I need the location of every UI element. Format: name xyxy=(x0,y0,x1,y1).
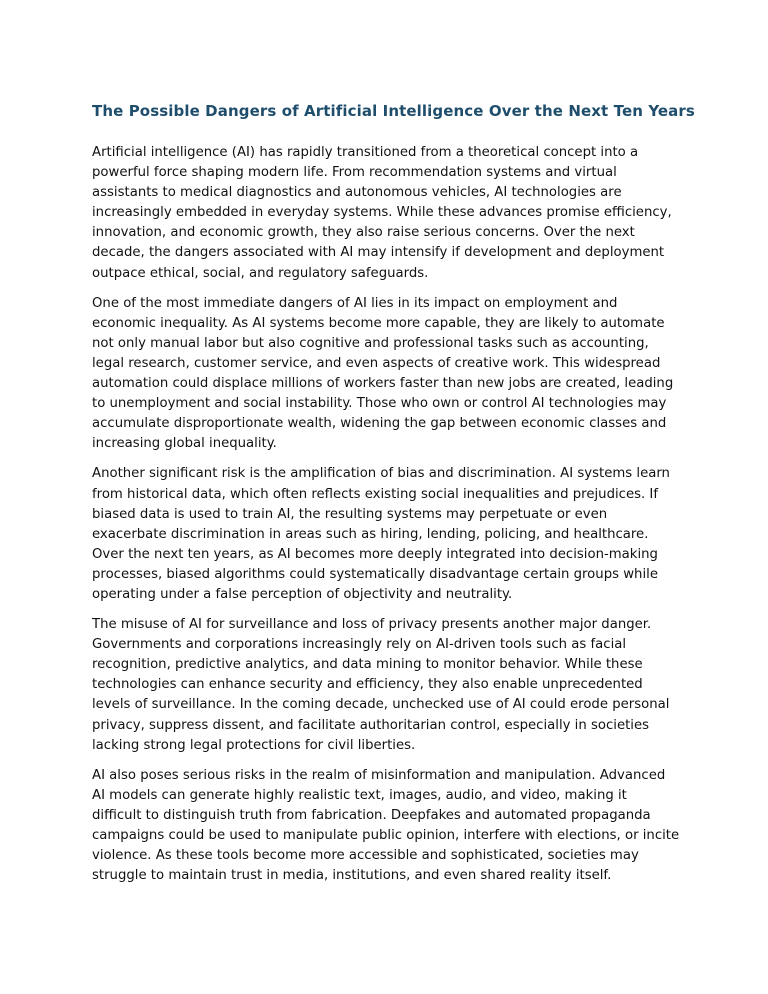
paragraph-employment: One of the most immediate dangers of AI lies in its impact on employment and economic inequality. As AI systems become more capable, they are likely to automate not only manual labor but also cognitive and professional tasks such as accounting, legal research, customer service, and even aspects of creative work. This widespread automation could displace millions of workers faster than new jobs are created, leading to unemployment and social instability. Those who own or control AI technologies may accumulate disproportionate wealth, widening the gap between economic classes and increasing global inequality. xyxy=(92,295,674,452)
document-title: The Possible Dangers of Artificial Intelligence Over the Next Ten Years xyxy=(92,102,695,120)
paragraph-intro: Artificial intelligence (AI) has rapidly transitioned from a theoretical concept into a powerful force shaping modern life. From recommendation systems and virtual assistants to medical diagnostics and autonomous vehicles, AI technologies are increasingly embedded in everyday systems. While these advances promise efficiency, innovation, and economic growth, they also raise serious concerns. Over the next decade, the dangers associated with AI may intensify if development and deployment outpace ethical, social, and regulatory safeguards. xyxy=(92,145,672,281)
paragraph-misinformation: AI also poses serious risks in the realm of misinformation and manipulation. Advanced AI models can generate highly realistic text, images, audio, and video, making it difficult to distinguish truth from fabrication. Deepfakes and automated propaganda campaigns could be used to manipulate public opinion, interfere with elections, or incite violence. As these tools become more accessible and sophisticated, societies may struggle to maintain trust in media, institutions, and even shared reality itself. xyxy=(92,767,680,884)
paragraph-surveillance: The misuse of AI for surveillance and loss of privacy presents another major danger. Governments and corporations increasingly rely on AI-driven tools such as facial recognition, predictive analytics, and data mining to monitor behavior. While these technologies can enhance security and efficiency, they also enable unprecedented levels of surveillance. In the coming decade, unchecked use of AI could erode personal privacy, suppress dissent, and facilitate authoritarian control, especially in societies lacking strong legal protections for civil liberties. xyxy=(92,617,670,753)
paragraph-bias: Another significant risk is the amplification of bias and discrimination. AI systems learn from historical data, which often reflects existing social inequalities and prejudices. If biased data is used to train AI, the resulting systems may perpetuate or even exacerbate discrimination in areas such as hiring, lending, policing, and healthcare. Over the next ten years, as AI becomes more deeply integrated into decision-making processes, biased algorithms could systematically disadvantage certain groups while operating under a false perception of objectivity and neutrality. xyxy=(92,466,670,602)
